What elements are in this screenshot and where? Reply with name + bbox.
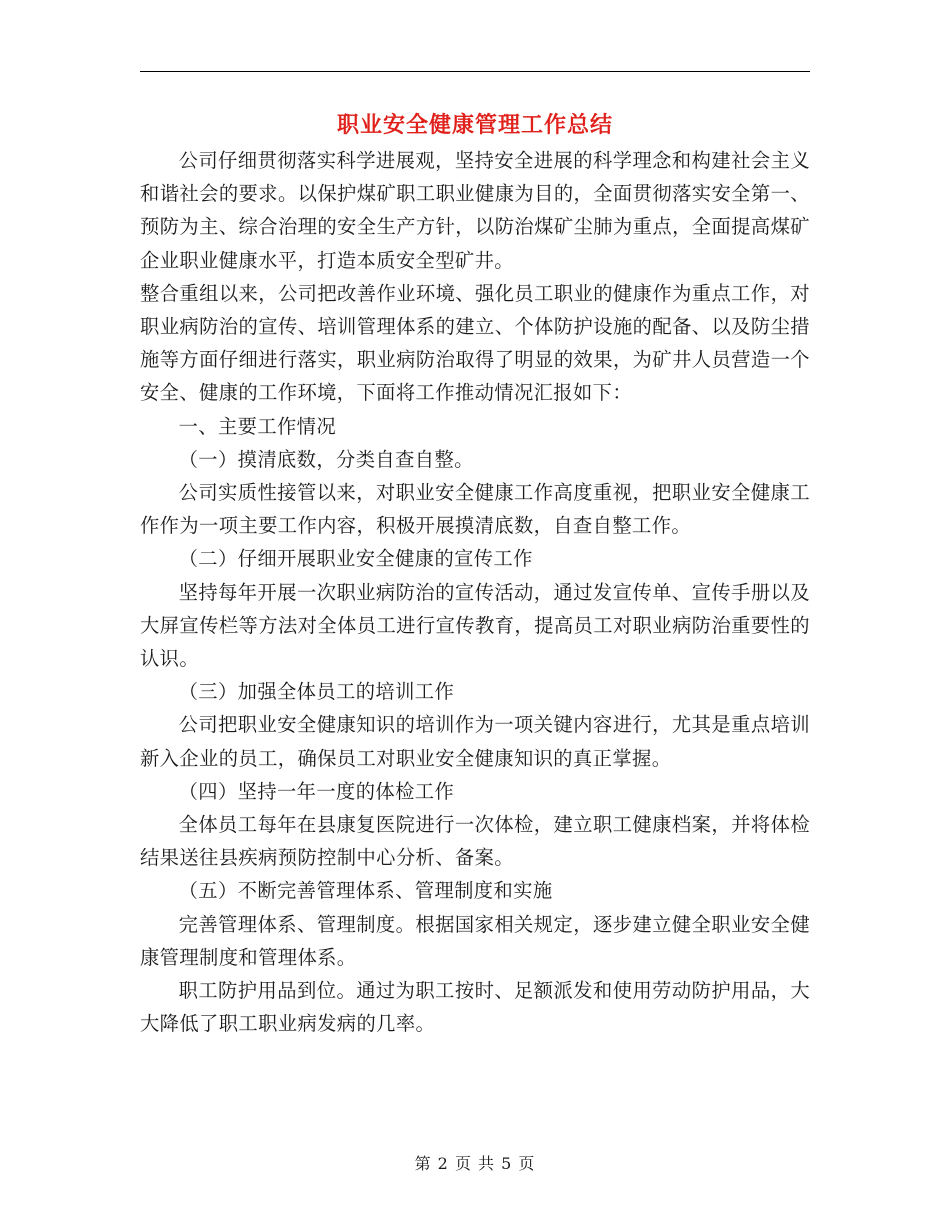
document-title: 职业安全健康管理工作总结 xyxy=(336,112,613,138)
subheading-5: （五）不断完善管理体系、管理制度和实施 xyxy=(178,879,553,903)
paragraph-5a: 完善管理体系、管理制度。根据国家相关规定，逐步建立健全职业安全健康管理制度和管理体系。 xyxy=(140,912,810,969)
header-rule xyxy=(140,71,810,72)
paragraph-1: 公司实质性接管以来，对职业安全健康工作高度重视，把职业安全健康工作作为一项主要工作内容，积极开展摸清底数，自查自整工作。 xyxy=(140,481,810,538)
paragraph-5b: 职工防护用品到位。通过为职工按时、足额派发和使用劳动防护用品，大大降低了职工职业病发病的几率。 xyxy=(140,979,810,1036)
page-number-footer: 第 2 页 共 5 页 xyxy=(414,1154,536,1173)
subheading-4: （四）坚持一年一度的体检工作 xyxy=(178,779,455,803)
paragraph-3: 公司把职业安全健康知识的培训作为一项关键内容进行，尤其是重点培训新入企业的员工，确保员工对职业安全健康知识的真正掌握。 xyxy=(140,713,810,770)
section-heading-main-work: 一、主要工作情况 xyxy=(178,414,337,438)
paragraph-overview: 整合重组以来，公司把改善作业环境、强化员工职业的健康作为重点工作，对职业病防治的宣传、培训管理体系的建立、个体防护设施的配备、以及防尘措施等方面仔细进行落实，职业病防治取得了明显的效果，为矿井人员营造一个安全、健康的工作环境，下面将工作推动情况汇报如下： xyxy=(140,281,810,405)
paragraph-2: 坚持每年开展一次职业病防治的宣传活动，通过发宣传单、宣传手册以及大屏宣传栏等方法对全体员工进行宣传教育，提高员工对职业病防治重要性的认识。 xyxy=(140,580,810,671)
subheading-3: （三）加强全体员工的培训工作 xyxy=(178,680,455,704)
subheading-1: （一）摸清底数，分类自查自整。 xyxy=(178,447,474,471)
paragraph-intro: 公司仔细贯彻落实科学进展观，坚持安全进展的科学理念和构建社会主义和谐社会的要求。以保护煤矿职工职业健康为目的，全面贯彻落实安全第一、预防为主、综合治理的安全生产方针，以防治煤矿尘肺为重点，全面提高煤矿企业职业健康水平，打造本质安全型矿井。 xyxy=(140,149,810,272)
subheading-2: （二）仔细开展职业安全健康的宣传工作 xyxy=(178,547,533,571)
document-body xyxy=(140,144,810,1040)
paragraph-4: 全体员工每年在县康复医院进行一次体检，建立职工健康档案，并将体检结果送往县疾病预防控制中心分析、备案。 xyxy=(140,813,810,870)
